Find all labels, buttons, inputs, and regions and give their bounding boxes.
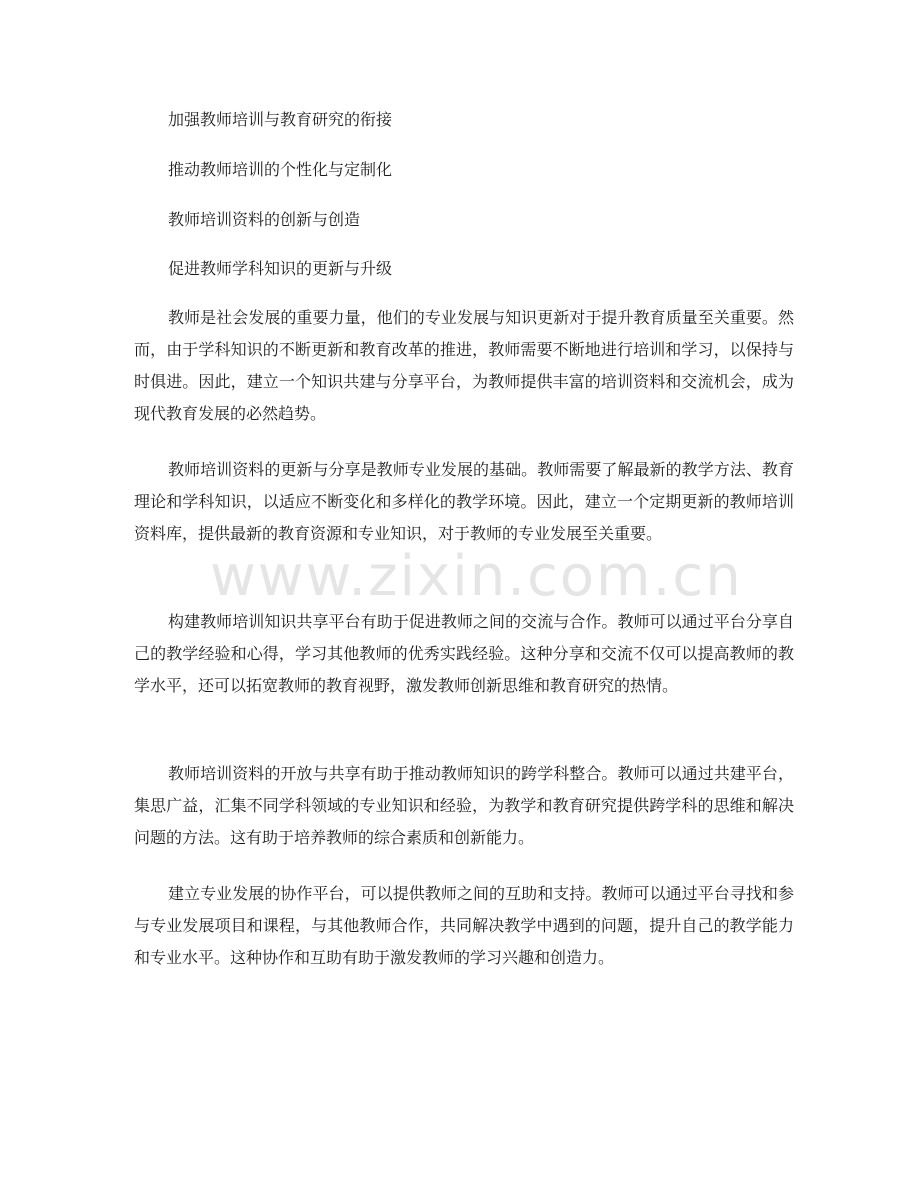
section-heading: 推动教师培训的个性化与定制化	[168, 160, 393, 179]
section-heading: 促进教师学科知识的更新与升级	[168, 259, 393, 278]
watermark: www.zixin.com.cn	[210, 544, 743, 609]
body-paragraph: 教师是社会发展的重要力量，他们的专业发展与知识更新对于提升教育质量至关重要。然而，由于学科知识的不断更新和教育改革的推进，教师需要不断地进行培训和学习，以保持与时俱进。因此，建立一个知识共建与分享平台，为教师提供丰富的培训资料和交流机会，成为现代教育发展的必然趋势。	[134, 308, 794, 423]
body-paragraph: 构建教师培训知识共享平台有助于促进教师之间的交流与合作。教师可以通过平台分享自己的教学经验和心得，学习其他教师的优秀实践经验。这种分享和交流不仅可以提高教师的教学水平，还可以拓宽教师的教育视野，激发教师创新思维和教育研究的热情。	[134, 612, 794, 695]
body-paragraph: 建立专业发展的协作平台，可以提供教师之间的互助和支持。教师可以通过平台寻找和参与专业发展项目和课程，与其他教师合作，共同解决教学中遇到的问题，提升自己的教学能力和专业水平。这种协作和互助有助于激发教师的学习兴趣和创造力。	[134, 884, 794, 967]
body-paragraph: 教师培训资料的更新与分享是教师专业发展的基础。教师需要了解最新的教学方法、教育理论和学科知识，以适应不断变化和多样化的教学环境。因此，建立一个定期更新的教师培训资料库，提供最新的教育资源和专业知识，对于教师的专业发展至关重要。	[134, 460, 794, 543]
section-heading: 加强教师培训与教育研究的衔接	[168, 110, 393, 129]
section-heading: 教师培训资料的创新与创造	[168, 210, 361, 229]
body-paragraph: 教师培训资料的开放与共享有助于推动教师知识的跨学科整合。教师可以通过共建平台，集思广益，汇集不同学科领域的专业知识和经验，为教学和教育研究提供跨学科的思维和解决问题的方法。这有助于培养教师的综合素质和创新能力。	[134, 764, 794, 847]
